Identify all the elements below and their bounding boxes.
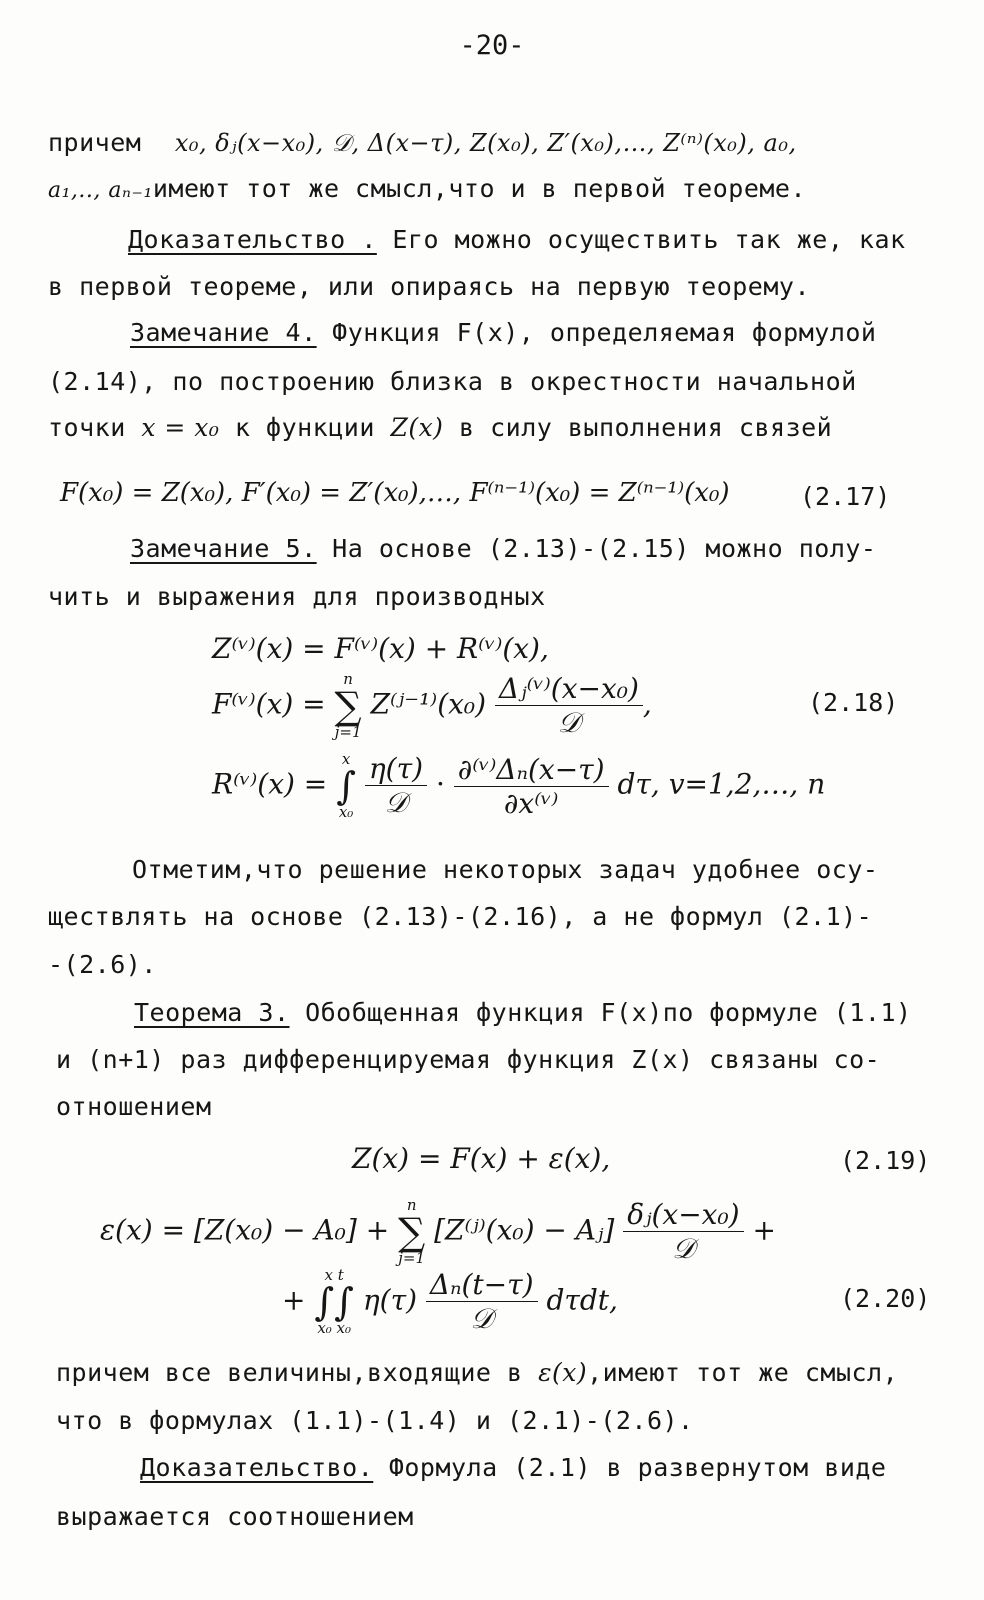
remark5-line1 <box>130 534 876 563</box>
eq218-row3-lhs: R⁽ᵛ⁾(x) = <box>212 767 328 801</box>
note-line1: Отметим,что решение некоторых задач удобнее осу- <box>132 855 879 884</box>
para1-line2 <box>48 174 806 203</box>
equation-2-18-row3: R⁽ᵛ⁾(x) = x ∫ x₀ $\frac{\eta(\tau)}{\text{𝒟}}$ · $\frac{\text{∂⁽ᵛ⁾Δₙ(x−τ)}}{\text{∂x⁽ᵛ⁾}}$ dτ, v=1,2,…, n <box>212 750 826 821</box>
sum-lower-limit: j=1 <box>398 1249 426 1267</box>
fraction-denominator: ∂x⁽ᵛ⁾ <box>503 786 559 820</box>
para1-formula-2: a₁,.., aₙ₋₁ <box>48 178 153 203</box>
remark4-text3b: к функции <box>219 413 391 442</box>
equation-2-19: Z(x) = F(x) + ε(x), <box>352 1142 611 1175</box>
eq220-row1-lhs: ε(x) = [Z(x₀) − A₀] + <box>100 1213 390 1247</box>
theorem3-line3: отношением <box>56 1092 212 1121</box>
para1-text: имеют тот же смысл,что и в первой теореме. <box>152 174 807 203</box>
eq220-row2-tail: dτdt, <box>546 1283 618 1317</box>
eq220-row2-fraction <box>426 1268 538 1336</box>
remark4-text3a: точки <box>48 413 142 442</box>
equation-2-18-row2 <box>212 672 652 740</box>
proof1-text1: Его можно осуществить так же, как <box>376 225 906 254</box>
theorem3-title: Теорема 3. <box>134 998 290 1027</box>
note-line3: -(2.6). <box>48 950 157 979</box>
fraction-denominator: 𝒟 <box>470 1302 493 1335</box>
sum-upper-limit: n <box>343 670 353 688</box>
integral-upper-limit: x t <box>324 1266 344 1284</box>
equation-2-17: F(x₀) = Z(x₀), F′(x₀) = Z′(x₀),…, F⁽ⁿ⁻¹⁾(x₀) = Z⁽ⁿ⁻¹⁾(x₀) <box>60 478 730 508</box>
equation-2-18-row1: Z⁽ᵛ⁾(x) = F⁽ᵛ⁾(x) + R⁽ᵛ⁾(x), <box>212 632 549 665</box>
para1-word: причем <box>48 128 142 157</box>
fraction-numerator: δⱼ(x−x₀) <box>623 1198 743 1232</box>
eq218-row3-tail: dτ, v=1,2,…, n <box>617 767 826 801</box>
proof2-title: Доказательство. <box>140 1453 374 1482</box>
equation-2-17-label: (2.17) <box>800 482 891 511</box>
remark5-text1: На основе (2.13)-(2.15) можно полу- <box>316 534 877 563</box>
remark4-text1: Функция F(x), определяемая формулой <box>316 318 877 347</box>
proof2-line2: выражается соотношением <box>56 1502 414 1531</box>
proof2-text1: Формула (2.1) в развернутом виде <box>373 1453 887 1482</box>
fraction-numerator: η(τ) <box>365 752 427 786</box>
eq218-row2-fraction <box>495 672 643 740</box>
page-number: -20- <box>459 30 525 61</box>
fraction-denominator: 𝒟 <box>557 706 581 739</box>
proof1-line2: в первой теореме, или опираясь на первую теорему. <box>48 272 811 301</box>
eq218-row2-lhs: F⁽ᵛ⁾(x) = <box>212 687 326 721</box>
remark4-line1 <box>130 318 876 347</box>
equation-2-20-row2 <box>282 1268 618 1336</box>
remark4-formula-point: x = x₀ <box>141 413 220 442</box>
theorem3-line2: и (n+1) раз дифференцируемая функция Z(x) связаны со- <box>56 1045 881 1074</box>
integral-icon: ∫ <box>336 764 356 808</box>
sum-lower-limit: j=1 <box>334 723 362 741</box>
theorem3-text1: Обобщенная функция F(x)по формуле (1.1) <box>289 998 912 1027</box>
after-line1 <box>56 1358 898 1387</box>
fraction-numerator: Δₙ(t−τ) <box>426 1268 538 1302</box>
equation-2-18-label: (2.18) <box>808 688 899 717</box>
eq218-row2-tail: , <box>642 687 652 721</box>
sigma-icon: ∑ <box>398 1210 426 1254</box>
theorem3-line1 <box>134 998 912 1027</box>
remark5-title: Замечание 5. <box>130 534 317 563</box>
after-line2: что в формулах (1.1)-(1.4) и (2.1)-(2.6). <box>56 1406 694 1435</box>
remark5-line2: чить и выражения для производных <box>48 582 546 611</box>
para1-formula: x₀, δⱼ(x−x₀), 𝒟, Δ(x−τ), Z(x₀), Z′(x₀),…, Z⁽ⁿ⁾(x₀), a₀, <box>174 129 797 157</box>
integral-lower-limit: x₀ <box>338 803 354 821</box>
fraction-numerator: Δⱼ⁽ᵛ⁾(x−x₀) <box>495 672 643 706</box>
summation-symbol <box>335 672 362 740</box>
after-text1a: причем все величины,входящие в <box>56 1358 539 1387</box>
remark4-formula-z: Z(x) <box>390 413 444 442</box>
eq220-row1-term: [Z⁽ʲ⁾(x₀) − Aⱼ] <box>434 1213 615 1247</box>
eq218-row3-fraction1 <box>365 752 427 820</box>
after-text1b: ,имеют тот же смысл, <box>587 1358 899 1387</box>
equation-2-20-label: (2.20) <box>840 1284 931 1313</box>
proof2-line1 <box>140 1453 886 1482</box>
double-integral-symbol <box>314 1268 354 1336</box>
proof1-title: Доказательство_. <box>128 225 377 254</box>
remark4-text3c: в силу выполнения связей <box>443 413 833 442</box>
integral-lower-limit: x₀ x₀ <box>317 1319 352 1337</box>
eq220-row2-eta: η(τ) <box>362 1283 418 1317</box>
fraction-numerator: ∂⁽ᵛ⁾Δₙ(x−τ) <box>454 753 609 787</box>
eq220-row1-fraction <box>623 1198 743 1266</box>
equation-2-19-label: (2.19) <box>840 1146 931 1175</box>
note-line2: ществлять на основе (2.13)-(2.16), а не формул (2.1)- <box>48 902 873 931</box>
fraction-denominator: 𝒟 <box>672 1232 695 1265</box>
remark4-title: Замечание 4. <box>130 318 317 347</box>
proof1-line1 <box>128 225 906 254</box>
sigma-icon: ∑ <box>334 684 362 728</box>
para1-line1 <box>48 128 797 157</box>
eq220-row1-tail: + <box>752 1213 776 1247</box>
fraction-denominator: 𝒟 <box>384 786 408 819</box>
summation-symbol <box>398 1198 425 1266</box>
after-formula: ε(x) <box>538 1358 588 1387</box>
eq218-row2-term: Z⁽ʲ⁻¹⁾(x₀) <box>370 687 487 721</box>
sum-upper-limit: n <box>406 1196 417 1214</box>
double-integral-icon: ∫∫ <box>314 1280 354 1324</box>
integral-symbol <box>336 752 356 820</box>
equation-2-20-row1 <box>100 1198 776 1266</box>
eq218-row3-fraction2 <box>454 753 609 820</box>
remark4-line2: (2.14), по построению близка в окрестности начальной <box>48 367 857 396</box>
integral-upper-limit: x <box>341 750 351 768</box>
eq220-row2-plus: + <box>282 1283 306 1317</box>
remark4-line3 <box>48 413 832 442</box>
